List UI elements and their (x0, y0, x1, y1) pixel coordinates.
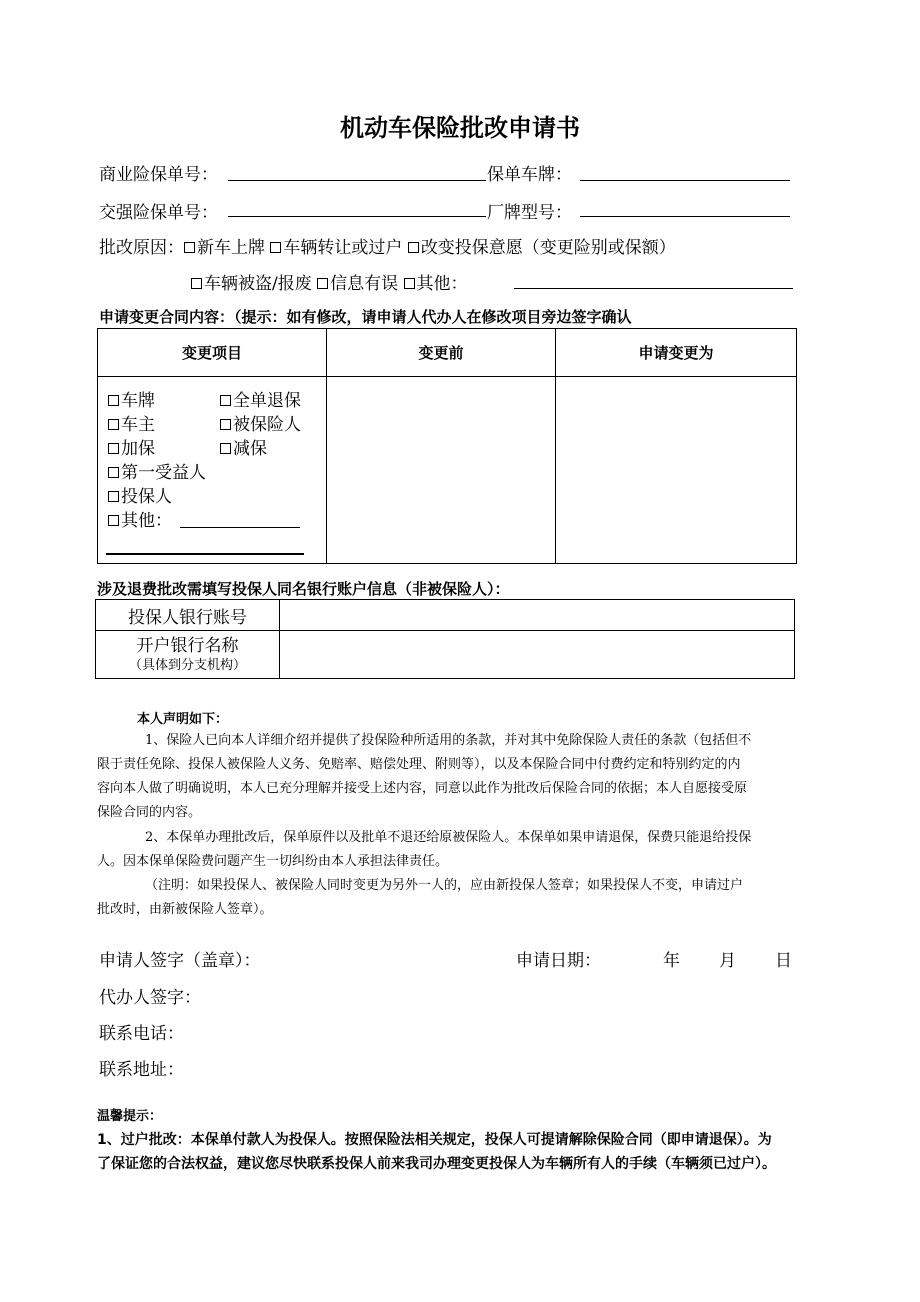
change-table (97, 328, 797, 564)
checkbox[interactable] (404, 278, 415, 289)
declaration-note: 批改时，由新被保险人签章）。 (97, 902, 273, 917)
model-label: 厂牌型号： (487, 203, 572, 223)
change-item: 车牌 (121, 391, 155, 411)
declaration-text: 容向本人做了明确说明，本人已充分理解并接受上述内容，同意以此作为批改后保险合同的依据；本人自愿接受原 (97, 781, 748, 796)
month-label: 月 (719, 951, 736, 971)
plate-label: 保单车牌： (487, 165, 572, 185)
reason-other-input-line[interactable] (514, 288, 793, 289)
column-header: 申请变更为 (556, 329, 797, 377)
bank-section-heading: 涉及退费批改需填写投保人同名银行账户信息（非被保险人）： (97, 580, 510, 598)
account-input[interactable] (280, 600, 795, 631)
applicant-signature-label: 申请人签字（盖章）： (99, 951, 261, 971)
checkbox[interactable] (270, 242, 281, 253)
bank-name-input[interactable] (280, 631, 795, 679)
tips-text: 1、过户批改：本保单付款人为投保人。按照保险法相关规定，投保人可提请解除保险合同（即申请退保）。为 (97, 1132, 772, 1148)
declaration-text: 限于责任免除、投保人被保险人义务、免赔率、赔偿处理、附则等），以及本保险合同中付费约定和特别约定的内 (97, 757, 741, 772)
change-other-input-line[interactable] (180, 527, 300, 528)
checkbox[interactable] (191, 278, 202, 289)
declaration-text: 人。因本保单保险费问题产生一切纠纷由本人承担法律责任。 (97, 854, 449, 869)
change-item: 车主 (121, 415, 155, 435)
change-section-heading: 申请变更合同内容：（提示：如有修改，请申请人代办人在修改项目旁边签字确认 (99, 308, 632, 326)
commercial-policy-label: 商业险保单号： (99, 165, 218, 185)
bank-label-cell (96, 631, 280, 679)
column-header: 变更项目 (98, 329, 327, 377)
checkbox[interactable] (108, 491, 119, 502)
form-title: 机动车保险批改申请书 (340, 113, 580, 142)
checkbox[interactable] (220, 395, 231, 406)
checkbox[interactable] (108, 443, 119, 454)
checkbox[interactable] (108, 419, 119, 430)
bank-table (95, 599, 795, 679)
year-label: 年 (663, 951, 680, 971)
declaration-text: 保险合同的内容。 (97, 805, 202, 820)
bank-note: （具体到分支机构） (128, 657, 246, 673)
change-item: 加保 (121, 439, 155, 459)
reason-option: 新车上牌 (197, 238, 265, 258)
before-change-cell[interactable] (327, 377, 556, 564)
change-item: 第一受益人 (121, 463, 206, 483)
reason-label: 批改原因： (99, 238, 184, 258)
phone-label: 联系电话： (99, 1024, 184, 1044)
change-extra-input-line[interactable] (106, 553, 304, 555)
account-label: 投保人银行账号 (96, 600, 280, 631)
change-item: 减保 (233, 439, 267, 459)
reason-option: 其他： (416, 274, 468, 294)
requested-change-cell[interactable] (556, 377, 797, 564)
model-input-line[interactable] (580, 216, 790, 217)
day-label: 日 (775, 951, 792, 971)
checkbox[interactable] (220, 419, 231, 430)
tips-heading: 温馨提示： (97, 1109, 163, 1124)
reason-option: 改变投保意愿（变更险别或保额） (420, 238, 676, 258)
tips-text: 了保证您的合法权益，建议您尽快联系投保人前来我司办理变更投保人为车辆所有人的手续（车辆须已过户）。 (97, 1156, 776, 1172)
compulsory-policy-label: 交强险保单号： (99, 203, 218, 223)
plate-input-line[interactable] (580, 180, 790, 181)
commercial-policy-input-line[interactable] (228, 180, 486, 181)
date-label: 申请日期： (516, 951, 601, 971)
change-item: 投保人 (121, 487, 172, 507)
change-item: 全单退保 (233, 391, 301, 411)
change-item: 其他： (121, 511, 172, 531)
checkbox[interactable] (184, 242, 195, 253)
checkbox[interactable] (408, 242, 419, 253)
change-item: 被保险人 (233, 415, 301, 435)
reason-option: 车辆转让或过户 (283, 238, 403, 258)
checkbox[interactable] (108, 467, 119, 478)
checkbox[interactable] (108, 395, 119, 406)
reason-option: 信息有误 (330, 274, 399, 294)
reason-row-1 (99, 233, 676, 258)
reason-option: 车辆被盗/报废 (204, 274, 312, 294)
bank-label: 开户银行名称 (136, 635, 239, 656)
reason-row-2 (191, 269, 468, 294)
checkbox[interactable] (108, 515, 119, 526)
column-header: 变更前 (327, 329, 556, 377)
declaration-heading: 本人声明如下： (137, 712, 229, 727)
change-items-cell (98, 377, 327, 564)
compulsory-policy-input-line[interactable] (228, 216, 486, 217)
checkbox[interactable] (317, 278, 328, 289)
checkbox[interactable] (220, 443, 231, 454)
declaration-text: 1、保险人已向本人详细介绍并提供了投保险种所适用的条款，并对其中免除保险人责任的条款（包括但不 (145, 733, 752, 748)
declaration-note: （注明：如果投保人、被保险人同时变更为另外一人的，应由新投保人签章；如果投保人不变，申请过户 (145, 878, 744, 893)
address-label: 联系地址： (99, 1060, 184, 1080)
declaration-text: 2、本保单办理批改后，保单原件以及批单不退还给原被保险人。本保单如果申请退保，保费只能退给投保 (145, 830, 752, 845)
agent-signature-label: 代办人签字： (99, 988, 201, 1008)
